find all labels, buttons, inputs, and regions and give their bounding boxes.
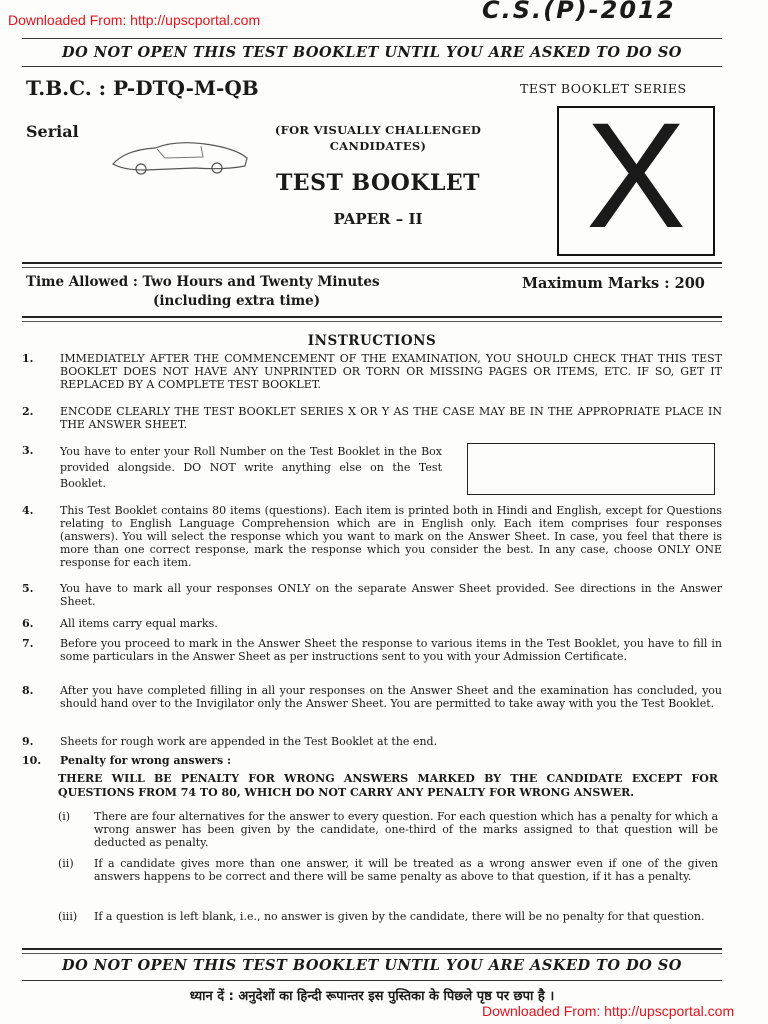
instruction-7	[22, 637, 722, 663]
instruction-3	[22, 444, 442, 492]
instruction-text: After you have completed filling in all your responses on the Answer Sheet and the examination has concluded, you should hand over to the Invigilator only the Answer Sheet. You are permitted to take away with you the Test Booklet.	[60, 684, 722, 710]
banner-bottom: DO NOT OPEN THIS TEST BOOKLET UNTIL YOU ARE ASKED TO DO SO	[62, 957, 682, 974]
instruction-number: 10.	[22, 754, 42, 767]
instruction-text: All items carry equal marks.	[60, 617, 218, 630]
instruction-8	[22, 684, 722, 710]
instruction-text: You have to enter your Roll Number on the Test Booklet in the Box provided alongside. DO NOT write anything else on the Test Booklet.	[60, 445, 442, 490]
instruction-number: 5.	[22, 582, 34, 595]
penalty-item-1: There are four alternatives for the answer to every question. For each question which has a penalty for which a wrong answer has been given by the candidate, one-third of the marks assigned to that question will be deducted as penalty.	[94, 810, 718, 849]
vc-line-1: (FOR VISUALLY CHALLENGED	[274, 123, 482, 137]
serial-label: Serial	[26, 122, 79, 141]
instruction-1	[22, 352, 722, 391]
instructions-rule	[22, 316, 722, 322]
instructions-title: INSTRUCTIONS	[307, 333, 437, 349]
penalty-item-3: If a question is left blank, i.e., no answer is given by the candidate, there will be no penalty for that question.	[94, 910, 705, 923]
vc-line-2: CANDIDATES)	[329, 139, 427, 153]
instruction-10	[22, 754, 722, 767]
watermark-bottom: Downloaded From: http://upscportal.com	[482, 1003, 735, 1019]
instruction-number: 9.	[22, 735, 34, 748]
banner-rule	[22, 66, 722, 67]
top-rule	[22, 38, 722, 39]
instruction-5	[22, 582, 722, 608]
handwritten-code: C.S.(P)-2012	[482, 0, 676, 24]
vc-note	[262, 122, 494, 154]
instruction-number: 1.	[22, 352, 34, 365]
penalty-item-number: (ii)	[58, 857, 74, 870]
instruction-number: 4.	[22, 504, 34, 517]
instruction-number: 6.	[22, 617, 34, 630]
penalty-statement: THERE WILL BE PENALTY FOR WRONG ANSWERS MARKED BY THE CANDIDATE EXCEPT FOR QUESTIONS FROM 74 TO 80, WHICH DO NOT CARRY ANY PENALTY FOR WRONG ANSWER.	[58, 772, 718, 799]
paper-label: PAPER – II	[333, 210, 423, 228]
instruction-9	[22, 735, 722, 748]
watermark-top: Downloaded From: http://upscportal.com	[8, 12, 261, 28]
instruction-number: 3.	[22, 444, 34, 457]
series-label: TEST BOOKLET SERIES	[520, 81, 687, 96]
instruction-number: 8.	[22, 684, 34, 697]
series-box	[557, 91, 715, 259]
banner-top: DO NOT OPEN THIS TEST BOOKLET UNTIL YOU ARE ASKED TO DO SO	[62, 44, 682, 61]
instruction-6	[22, 617, 722, 630]
booklet-title: TEST BOOKLET	[275, 170, 481, 196]
penalty-item-number: (iii)	[58, 910, 78, 923]
max-marks: Maximum Marks : 200	[522, 275, 705, 292]
penalty-item-number: (i)	[58, 810, 71, 823]
instruction-text: This Test Booklet contains 80 items (questions). Each item is printed both in Hindi and English, except for Questions relating to English Language Comprehension which are in English only. Each item comprises four responses (answers). You will select the response which you want to mark on the Answer Sheet. In case, you feel that there is more than one correct response, mark the response which you consider the best. In any case, choose ONLY ONE response for each item.	[60, 504, 722, 569]
instruction-text: Penalty for wrong answers :	[60, 754, 232, 767]
hindi-note: ध्यान दें : अनुदेशों का हिन्दी रूपान्तर इस पुस्तिका के पिछले पृष्ठ पर छपा है ।	[189, 989, 555, 1004]
instruction-text: IMMEDIATELY AFTER THE COMMENCEMENT OF THE EXAMINATION, YOU SHOULD CHECK THAT THIS TEST BOOKLET DOES NOT HAVE ANY UNPRINTED OR TORN OR MISSING PAGES OR ITEMS, ETC. IF SO, GET IT REPLACED BY A COMPLETE TEST BOOKLET.	[60, 352, 722, 391]
instruction-text: Sheets for rough work are appended in the Test Booklet at the end.	[60, 735, 438, 748]
series-letter: X	[585, 91, 687, 259]
instruction-2	[22, 405, 722, 431]
time-note: (including extra time)	[153, 293, 321, 309]
instruction-number: 2.	[22, 405, 34, 418]
instruction-text: Before you proceed to mark in the Answer Sheet the response to various items in the Test Booklet, you have to fill in some particulars in the Answer Sheet as per instructions sent to you with your Admission Certificate.	[60, 637, 722, 663]
instruction-number: 7.	[22, 637, 34, 650]
instruction-text: You have to mark all your responses ONLY on the separate Answer Sheet provided. See directions in the Answer Sheet.	[60, 582, 722, 608]
penalty-item-2: If a candidate gives more than one answer, it will be treated as a wrong answer even if one of the given answers happens to be correct and there will be same penalty as above to that question, if it has a penalty.	[94, 857, 718, 883]
car-emblem-icon	[105, 136, 255, 180]
instruction-text: ENCODE CLEARLY THE TEST BOOKLET SERIES X OR Y AS THE CASE MAY BE IN THE APPROPRIATE PLACE IN THE ANSWER SHEET.	[60, 405, 722, 431]
footer-rule-2	[22, 980, 722, 981]
footer-rule	[22, 948, 722, 954]
instruction-4	[22, 504, 722, 569]
header-rule	[22, 262, 722, 268]
tbc-code: T.B.C. : P-DTQ-M-QB	[26, 76, 259, 100]
time-allowed: Time Allowed : Two Hours and Twenty Minutes	[26, 274, 380, 290]
roll-number-box[interactable]	[467, 443, 715, 495]
